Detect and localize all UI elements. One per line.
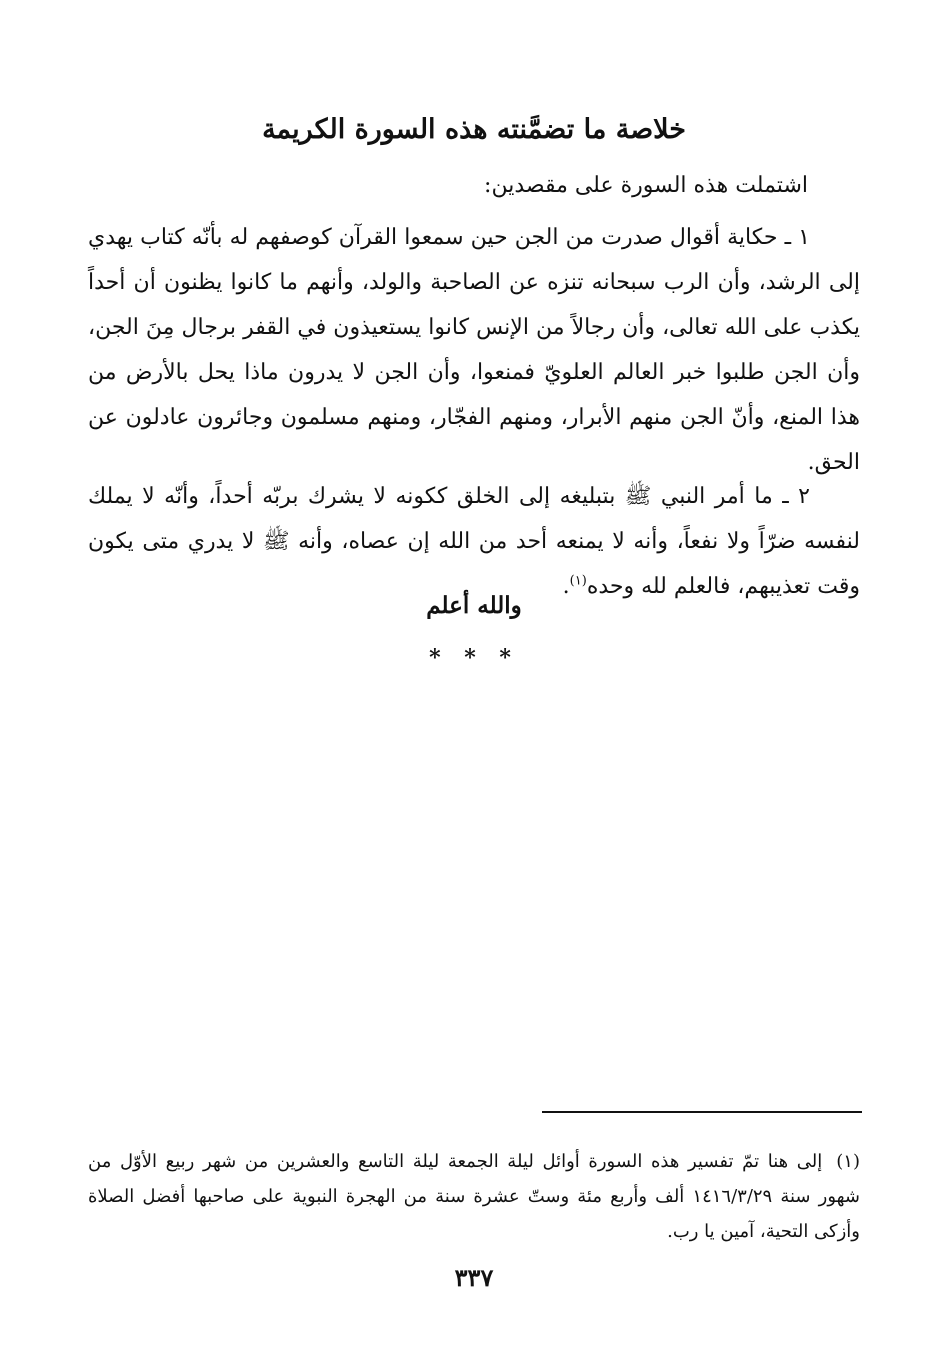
- paragraph-2-tail: .: [562, 574, 570, 599]
- page-number: ٣٣٧: [454, 1263, 494, 1292]
- paragraph-1-text: ١ ـ حكاية أقوال صدرت من الجن حين سمعوا القرآن كوصفهم له بأنّه كتاب يهدي إلى الرشد، وأن الرب سبحانه تنزه عن الصاحبة والولد، وأنهم ما كانوا يظنون أن أحداً يكذب على الله تعالى، وأن رجالاً من الإنس كانوا يستعيذون في القفر برجال مِنَ الجن، وأن الجن طلبوا خبر العالم العلويّ فمنعوا، وأن الجن لا يدرون ماذا يحل بالأرض من هذا المنع، وأنّ الجن منهم الأبرار، ومنهم الفجّار، ومنهم مسلمون وجائرون عادلون عن الحق.: [88, 225, 860, 475]
- closing-phrase: والله أعلم: [426, 592, 522, 619]
- page-title: خلاصة ما تضمَّنته هذه السورة الكريمة: [262, 114, 686, 146]
- paragraph-2-text: ٢ ـ ما أمر النبي ﷺ بتبليغه إلى الخلق ككونه لا يشرك بربّه أحداً، وأنّه لا يملك لنفسه ضرّاً ولا نفعاً، وأنه لا يمنعه أحد من الله إن عصاه، وأنه ﷺ لا يدري متى يكون وقت تعذيبهم، فالعلم لله وحده: [88, 484, 860, 599]
- footnote-divider: [542, 1111, 862, 1113]
- intro-line: اشتملت هذه السورة على مقصدين:: [484, 173, 808, 198]
- footnote-marker: (١): [836, 1151, 860, 1172]
- paragraph-1: [88, 215, 860, 485]
- footnote: [88, 1144, 860, 1249]
- footnote-reference[interactable]: (١): [569, 573, 587, 589]
- section-separator: * * *: [429, 645, 519, 671]
- footnote-text: إلى هنا تمّ تفسير هذه السورة أوائل ليلة الجمعة ليلة التاسع والعشرين من شهر ربيع الأوّل من شهور سنة ١٤١٦/٣/٢٩ ألف وأربع مئة وستّ عشرة سنة من الهجرة النبوية على صاحبها أفضل الصلاة وأزكى التحية، آمين يا رب.: [88, 1151, 860, 1242]
